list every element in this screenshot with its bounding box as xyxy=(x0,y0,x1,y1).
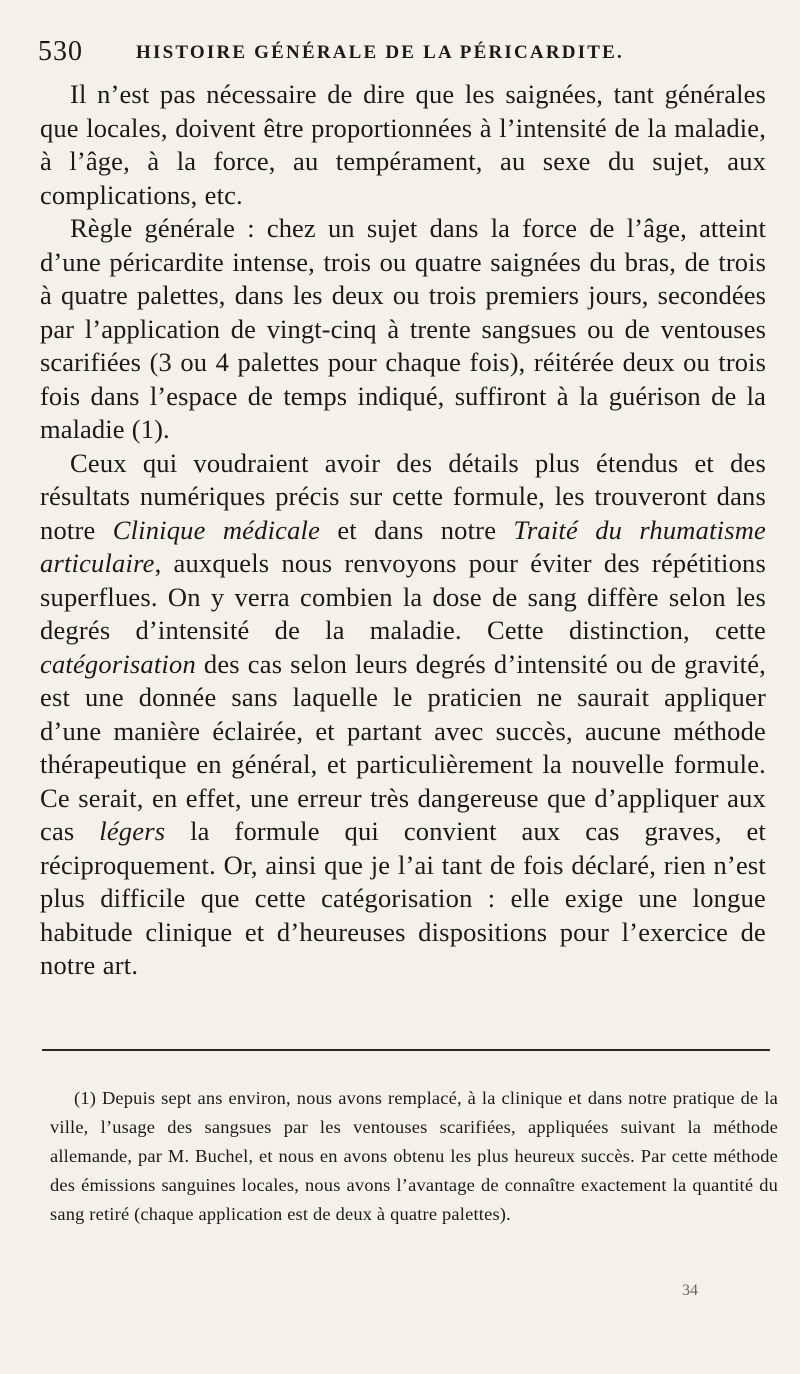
paragraph-3-part-e: la formule qui convient aux cas graves, et réciproquement. Or, ainsi que je l’ai tant de fois déclaré, rien n’est plus difficile que cette catégorisation : elle exige une longue habitude clinique et d’heureuses dispositions pour l’exercice de notre art. xyxy=(40,816,766,980)
footnote-text: (1) Depuis sept ans environ, nous avons remplacé, à la clinique et dans notre pratique de la ville, l’usage des sangsues par les ventouses scarifiées, appliquées suivant la méthode allemande, par M. Buchel, et nous en avons obtenu les plus heureux succès. Par cette méthode des émissions sanguines locales, nous avons l’avantage de connaître exactement la quantité du sang retiré (chaque application est de deux à quatre palettes). xyxy=(50,1088,778,1224)
paragraph-3-part-a: Ceux qui voudraient avoir des détails plus étendus et des résultats numériques précis sur cette formule, les trouveront dans notre xyxy=(40,447,766,545)
running-head xyxy=(38,36,768,66)
categorisation-term: catégorisation xyxy=(40,648,196,679)
paragraph-3-part-d: des cas selon leurs degrés d’intensité ou de gravité, est une donnée sans laquelle le praticien ne saurait appliquer d’une manière éclairée, et partant avec succès, aucune méthode thérapeutique en général, et particulièrement la nouvelle formule. Ce serait, en effet, une erreur très dangereuse que d’appliquer aux cas xyxy=(40,648,766,846)
paragraph-1: Il n’est pas nécessaire de dire que les saignées, tant générales que locales, doivent être proportionnées à l’intensité de la maladie, à l’âge, à la force, au tempérament, au sexe du sujet, aux complications, etc. xyxy=(40,79,766,210)
clinique-medicale-title: Clinique médicale xyxy=(112,514,321,545)
signature-mark: 34 xyxy=(682,1282,698,1299)
paragraph-2: Règle générale : chez un sujet dans la force de l’âge, atteint d’une péricardite intense, trois ou quatre saignées du bras, de trois à quatre palettes, dans les deux ou trois premiers jours, secondées par l’application de vingt-cinq à trente sangsues ou de ventouses scarifiées (3 ou 4 palettes pour chaque fois), réitérée deux ou trois fois dans l’espace de temps indiqué, suffiront à la guérison de la maladie (1). xyxy=(40,213,766,444)
page-number: 530 xyxy=(38,36,83,67)
legers-term: légers xyxy=(99,816,166,846)
paragraph-3-part-b: et dans notre xyxy=(320,514,514,545)
paragraph-3-part-c: , auxquels nous renvoyons pour éviter des répétitions superflues. On y verra combien la dose de sang diffère selon les degrés d’intensité de la maladie. Cette distinction, cette xyxy=(40,548,766,645)
paragraph-3 xyxy=(40,447,766,983)
traite-rhumatisme-title: Traité du rhumatisme articulaire xyxy=(40,514,766,578)
header-title: HISTOIRE GÉNÉRALE DE LA PÉRICARDITE. xyxy=(136,42,624,63)
footnote xyxy=(50,1084,778,1229)
footnote-divider xyxy=(42,1049,770,1051)
main-text xyxy=(40,78,766,983)
